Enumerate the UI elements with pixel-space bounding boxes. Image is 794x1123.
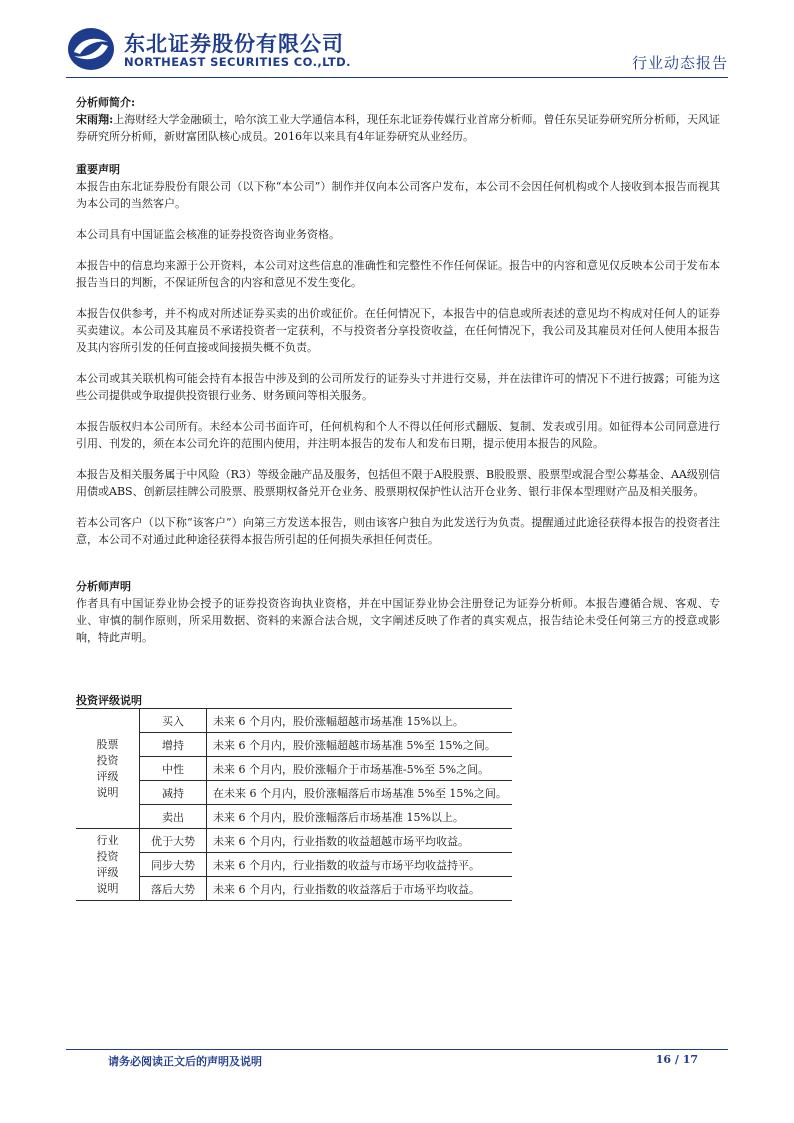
analyst-statement-text: 作者具有中国证券业协会授予的证券投资咨询执业资格，并在中国证券业协会注册登记为证券分析师。本报告遵循合规、客观、专业、审慎的制作原则，所采用数据、资料的来源合法合规，文字阐述反映了作者的真实观点，报告结论未受任何第三方的授意或影响，特此声明。 bbox=[76, 597, 720, 644]
rating-grade: 优于大势 bbox=[140, 829, 207, 853]
table-row bbox=[76, 709, 512, 733]
analyst-statement-heading: 分析师声明 bbox=[76, 580, 131, 593]
stock-rating-category-label: 股票 投资 评级 说明 bbox=[96, 737, 119, 799]
rating-description: 未来 6 个月内，股价涨幅介于市场基准-5%至 5%之间。 bbox=[207, 757, 513, 781]
company-name-en: NORTHEAST SECURITIES CO.,LTD. bbox=[124, 55, 351, 69]
rating-grade: 落后大势 bbox=[140, 877, 207, 901]
document-body bbox=[76, 94, 720, 646]
table-row bbox=[76, 829, 512, 853]
analyst-bio bbox=[76, 111, 720, 145]
rating-grade: 减持 bbox=[140, 781, 207, 805]
report-type: 行业动态报告 bbox=[631, 54, 728, 72]
table-row bbox=[76, 757, 512, 781]
table-row bbox=[76, 853, 512, 877]
table-row bbox=[76, 805, 512, 829]
analyst-name: 宋雨翔: bbox=[76, 113, 114, 126]
analyst-intro-heading: 分析师简介: bbox=[76, 96, 136, 109]
table-row bbox=[76, 781, 512, 805]
northeast-securities-logo-icon bbox=[66, 26, 116, 72]
rating-table bbox=[76, 708, 512, 901]
footer-divider bbox=[66, 1049, 728, 1050]
disclaimer-paragraph: 本公司或其关联机构可能会持有本报告中涉及到的公司所发行的证券头寸并进行交易，并在法律许可的情况下不进行披露；可能为这些公司提供或争取提供投资银行业务、财务顾问等相关服务。 bbox=[76, 372, 720, 402]
footer-note: 请务必阅读正文后的声明及说明 bbox=[108, 1055, 262, 1068]
rating-title: 投资评级说明 bbox=[76, 694, 142, 707]
rating-description: 未来 6 个月内，股价涨幅超越市场基准 5%至 15%之间。 bbox=[207, 733, 513, 757]
disclaimer-heading: 重要声明 bbox=[76, 163, 120, 176]
header-divider bbox=[66, 77, 728, 78]
rating-grade: 卖出 bbox=[140, 805, 207, 829]
disclaimer-paragraph: 本报告及相关服务属于中风险（R3）等级金融产品及服务，包括但不限于A股股票、B股股票、股票型或混合型公募基金、AA级别信用债或ABS、创新层挂牌公司股票、股票期权备兑开仓业务、股票期权保护性认沽开仓业务、银行非保本型理财产品及相关服务。 bbox=[76, 468, 720, 498]
table-row bbox=[76, 733, 512, 757]
analyst-bio-text: 上海财经大学金融硕士，哈尔滨工业大学通信本科，现任东北证券传媒行业首席分析师。曾任东吴证券研究所分析师，天风证券研究所分析师，新财富团队核心成员。2016年以来具有4年证券研究从业经历。 bbox=[76, 113, 721, 143]
page-number: 16 / 17 bbox=[655, 1053, 698, 1066]
disclaimer-paragraph: 本报告仅供参考，并不构成对所述证券买卖的出价或征价。在任何情况下，本报告中的信息或所表述的意见均不构成对任何人的证券买卖建议。本公司及其雇员不承诺投资者一定获利，不与投资者分享投资收益，在任何情况下，我公司及其雇员对任何人使用本报告及其内容所引发的任何直接或间接损失概不负责。 bbox=[76, 307, 720, 354]
rating-description: 未来 6 个月内，股价涨幅落后市场基准 15%以上。 bbox=[207, 805, 513, 829]
rating-description: 未来 6 个月内，行业指数的收益落后于市场平均收益。 bbox=[207, 877, 513, 901]
rating-grade: 中性 bbox=[140, 757, 207, 781]
rating-grade: 同步大势 bbox=[140, 853, 207, 877]
rating-grade: 买入 bbox=[140, 709, 207, 733]
disclaimer-paragraph: 若本公司客户（以下称“该客户”）向第三方发送本报告，则由该客户独自为此发送行为负责。提醒通过此途径获得本报告的投资者注意，本公司不对通过此种途径获得本报告所引起的任何损失承担任何责任。 bbox=[76, 516, 720, 546]
rating-description: 未来 6 个月内，行业指数的收益与市场平均收益持平。 bbox=[207, 853, 513, 877]
disclaimer-paragraph: 本报告中的信息均来源于公开资料，本公司对这些信息的准确性和完整性不作任何保证。报告中的内容和意见仅反映本公司于发布本报告当日的判断，不保证所包含的内容和意见不发生变化。 bbox=[76, 259, 720, 289]
disclaimer-paragraph: 本公司具有中国证监会核准的证券投资咨询业务资格。 bbox=[76, 228, 340, 241]
company-name-cn: 东北证券股份有限公司 bbox=[124, 32, 344, 56]
table-row bbox=[76, 877, 512, 901]
disclaimer-paragraph: 本报告版权归本公司所有。未经本公司书面许可，任何机构和个人不得以任何形式翻版、复制、发表或引用。如征得本公司同意进行引用、刊发的，须在本公司允许的范围内使用，并注明本报告的发布人和发布日期，提示使用本报告的风险。 bbox=[76, 420, 720, 450]
stock-rating-category bbox=[76, 709, 140, 829]
page-header bbox=[66, 24, 728, 76]
rating-description: 未来 6 个月内，股价涨幅超越市场基准 15%以上。 bbox=[207, 709, 513, 733]
rating-description: 未来 6 个月内，行业指数的收益超越市场平均收益。 bbox=[207, 829, 513, 853]
disclaimer-paragraph: 本报告由东北证券股份有限公司（以下称“本公司”）制作并仅向本公司客户发布，本公司不会因任何机构或个人接收到本报告而视其为本公司的当然客户。 bbox=[76, 180, 720, 210]
rating-description: 在未来 6 个月内，股价涨幅落后市场基准 5%至 15%之间。 bbox=[207, 781, 513, 805]
rating-grade: 增持 bbox=[140, 733, 207, 757]
industry-rating-category-label: 行业 投资 评级 说明 bbox=[96, 833, 119, 895]
industry-rating-category bbox=[76, 829, 140, 901]
